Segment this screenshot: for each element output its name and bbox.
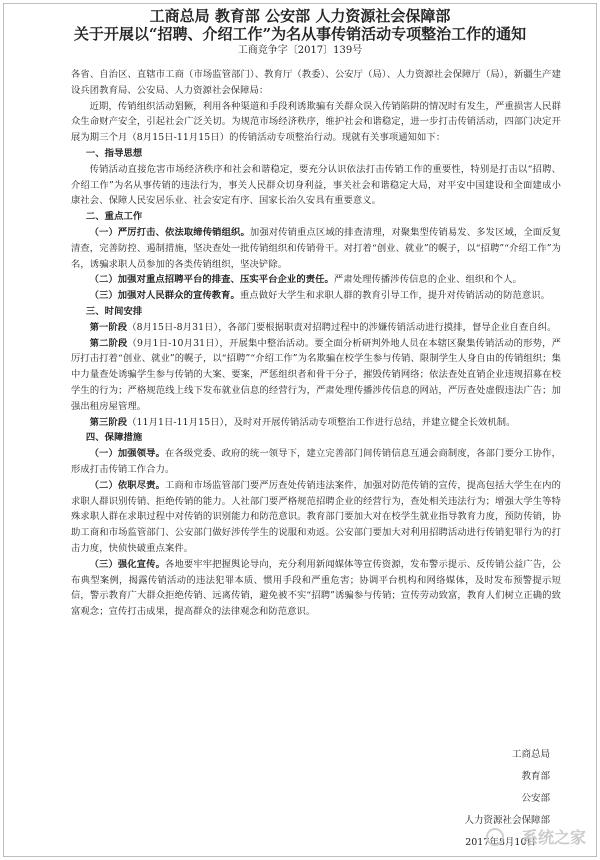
intro-paragraph: 近期，传销组织活动猖獗，利用各种渠道和手段利诱欺骗有关群众误入传销陷阱的情况时有发生，严重损害人民群众生命财产安全，引起社会广泛关切。为规范市场经济秩序，维护社会和谐稳定，进一步打击传销活动，四部门决定开展为期三个月（8月15日-11月15日）的传销活动专项整治行动。现就有关事项通知如下： <box>71 100 561 144</box>
item-lead: 第一阶段 <box>89 321 128 333</box>
signature-agency-4: 人力资源社会保障部 <box>464 815 550 826</box>
item-lead: （二）依职尽责。 <box>89 479 166 491</box>
section-3-item-1 <box>71 320 561 336</box>
item-lead: （三）强化宣传。 <box>89 558 166 570</box>
item-lead: （三）加强对人民群众的宣传教育。 <box>89 290 240 302</box>
document-header <box>4 7 596 58</box>
signature-block <box>464 744 550 832</box>
item-text: 严肃处理传播涉传信息的企业、组织和个人。 <box>333 274 522 286</box>
signature-agency-2: 教育部 <box>521 771 550 782</box>
document-title: 关于开展以“招聘、介绍工作”为名从事传销活动专项整治工作的通知 <box>73 25 527 43</box>
section-heading-3: 三、时间安排 <box>85 305 143 317</box>
section-4-item-1 <box>71 446 561 478</box>
section-2-item-3 <box>71 288 561 304</box>
document-page <box>3 3 597 857</box>
section-2-item-1 <box>71 225 561 272</box>
item-text: 在各级党委、政府的统一领导下，建立完善部门间传销信息互通会商制度，各部门要分工协作，形成打击传销工作合力。 <box>71 448 561 475</box>
document-date: 2017年8月10日 <box>465 837 536 848</box>
section-2-item-2 <box>71 272 561 288</box>
item-text: 加强对传销重点区域的排查清理，对聚集型传销易发、多发区域，全面反复清查，完善防控、遏制措施，坚决查处一批传销组织和传销骨干。对打着“创业、就业”的幌子，以“招聘”“介绍工作”为名，诱骗求职人员参加的各类传销组织，坚决铲除。 <box>71 226 561 270</box>
item-text: 各地要牢牢把握舆论导向，充分利用新闻媒体等宣传资源，发布警示提示、反传销公益广告，公布典型案例，揭露传销活动的违法犯罪本质、惯用手段和严重危害；协调平台机构和网络媒体，及时发布预警提示短信，警示教育广大群众拒绝传销、远离传销，避免被不实“招聘”诱骗参与传销；宣传劳动致富，教育人们树立正确的致富观念；宣传打击成果，提高群众的法律观念和防范意识。 <box>71 558 561 618</box>
signature-agency-3: 公安部 <box>521 793 550 804</box>
addressee: 各省、自治区、直辖市工商（市场监管部门）、教育厅（教委）、公安厅（局）、人力资源社会保障厅（局），新疆生产建设兵团教育局、公安局、人力资源社会保障局： <box>71 69 561 96</box>
section-3-item-3 <box>71 415 561 431</box>
item-text: 重点做好大学生和求职人群的教育引导工作，提升对传销活动的防范意识。 <box>239 290 551 302</box>
issuing-agencies: 工商总局 教育部 公安部 人力资源社会保障部 <box>149 7 451 25</box>
section-4-item-2 <box>71 478 561 557</box>
document-number: 工商竞争字〔2017〕139号 <box>237 45 363 56</box>
section-heading-4: 四、保障措施 <box>85 432 143 444</box>
watermark-text: 系统之家 <box>521 828 586 847</box>
document-body <box>71 67 561 620</box>
item-text: （9月1日-10月31日），开展集中整治活动。要全面分析研判外地人员在本辖区聚集传销活动的形势，严厉打击打着“创业、就业”的幌子，以“招聘”“介绍工作”为名欺骗在校学生参与传销、限制学生人身自由的传销组织；集中力量查处诱骗学生参与传销的大案、要案，严惩组织者和骨干分子，摧毁传销网络；依法查处直销企业违规招募在校学生的行为；严格规范线上线下发布就业信息的经营行为，严肃处理传播涉传信息的网站，严厉查处虚假违法广告；加强出租房屋管理。 <box>71 337 561 412</box>
watermark-logo-icon <box>486 828 504 846</box>
item-lead: （一）加强领导。 <box>89 448 166 460</box>
section-3-item-2 <box>71 336 561 415</box>
section-4-item-3 <box>71 557 561 620</box>
item-lead: （一）严厉打击、依法取缔传销组织。 <box>89 226 250 238</box>
section-1-text: 传销活动直接危害市场经济秩序和社会和谐稳定，要充分认识依法打击传销工作的重要性，特别是打击以“招聘、介绍工作”为名从事传销的违法行为，事关人民群众切身利益，事关社会和谐稳定大局，对平安中国建设和全面建成小康社会、保障人民安居乐业、社会安定有序、国家长治久安具有重要意义。 <box>71 163 561 207</box>
item-text: （8月15日-8月31日），各部门要根据职责对招聘过程中的涉嫌传销活动进行摸排，督导企业自查自纠。 <box>127 321 557 333</box>
section-heading-1: 一、指导思想 <box>85 147 143 159</box>
section-heading-2: 二、重点工作 <box>85 211 143 223</box>
item-text: 工商和市场监管部门要严厉查处传销违法案件，加强对防范传销的宣传，提高包括大学生在内的求职人群识别传销、拒绝传销的能力。人社部门要严格规范招聘企业的经营行为，查处相关违法行为；增强大学生等特殊求职人群在求职过程中对传销的识别能力和防范意识。教育部门要加大对在校学生就业指导教育力度，预防传销，协助工商和市场监管部门、公安部门做好涉传学生的说服和劝返。公安部门要加大对利用招聘活动进行传销犯罪行为的打击力度，快侦快破重点案件。 <box>71 479 561 554</box>
item-lead: 第三阶段 <box>89 416 128 428</box>
signature-agency-1: 工商总局 <box>511 749 550 760</box>
item-lead: （二）加强对重点招聘平台的排查、压实平台企业的责任。 <box>89 274 334 286</box>
item-text: （11月1日-11月15日），及时对开展传销活动专项整治工作进行总结，并建立健全长效机制。 <box>127 416 516 428</box>
item-lead: 第二阶段 <box>89 337 128 349</box>
